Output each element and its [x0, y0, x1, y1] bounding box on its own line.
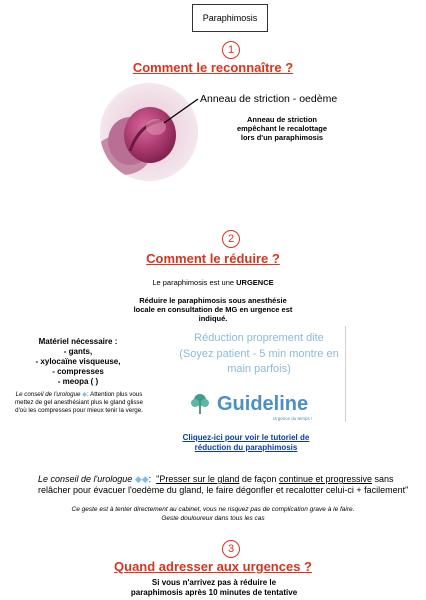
section-3-title: Quand adresser aux urgences ? [114, 559, 312, 574]
procedure-note [0, 506, 426, 523]
video-subtitle: (Soyez patient - 5 min montre en main parfois) [179, 348, 339, 375]
page-title: Paraphimosis [192, 4, 268, 32]
urgency-text: Le paraphimosis est une URGENCE [152, 278, 274, 287]
guideline-tagline: Urgence du temps ! [273, 416, 313, 421]
section-1-title: Comment le reconnaître ? [132, 60, 294, 75]
tutorial-link[interactable]: Cliquez-ici pour voir le tutoriel de réduction du paraphimosis [182, 433, 310, 452]
video-title: Réduction proprement dite [194, 332, 324, 344]
advice-label: Le conseil de l'urologue [38, 474, 133, 484]
section-2-title: Comment le réduire ? [146, 251, 280, 266]
urologist-tip-label: Le conseil de l'urologue [15, 391, 81, 398]
material-item: - gants, [63, 347, 93, 356]
video-preview[interactable] [173, 326, 346, 422]
instruction-text: Réduire le paraphimosis sous anesthésie locale en consultation de MG en urgence est indiqué. [133, 296, 293, 323]
material-item: - compresses [52, 367, 104, 376]
section-2-number: 2 [222, 230, 240, 248]
diamond-icon: ◆◆ [134, 474, 149, 484]
urologist-tip: Le conseil de l'urologue ◆: Attention plus vous mettez de gel anesthésiant plus le gland glisse d'où les compresses pour mieux tenir la verge. [15, 391, 143, 414]
image-caption: Anneau de striction empêchant le recalottage lors d'un paraphimosis [236, 115, 328, 142]
section-1-number: 1 [222, 41, 240, 59]
diamond-icon: ◆ [82, 391, 87, 398]
section-3-text: Si vous n'arrivez pas à réduire le paraphimosis après 10 minutes de tentative [130, 578, 298, 597]
guideline-brand: Guideline [217, 393, 309, 415]
pointer-arrow [160, 97, 200, 127]
urologist-advice: Le conseil de l'urologue ◆◆: "Presser sur le gland de façon continue et progressive sans relâcher pour évacuer l'oedème du gland, le faire dégonfler et recalotter celui-ci + facilement" [38, 474, 409, 495]
section-3-number: 3 [222, 540, 240, 558]
tree-logo-icon [189, 392, 211, 418]
materials-title: Matériel nécessaire : [38, 337, 118, 346]
material-item: - xylocaïne visqueuse, [35, 357, 121, 366]
image-label: Anneau de striction - oedème [200, 93, 338, 105]
urologist-tip-text: Attention plus vous mettez de gel anesthésiant plus le gland glisse d'où les compresses pour mieux tenir la verge. [15, 391, 143, 414]
note-line-2: Geste douloureux dans tous les cas [161, 514, 265, 522]
material-item: - meopa ( ) [57, 377, 99, 386]
note-line-1: Ce geste est à tenter directement au cabinet, vous ne risquez pas de complication grave à le faire. [71, 506, 355, 513]
materials-list [18, 337, 138, 387]
